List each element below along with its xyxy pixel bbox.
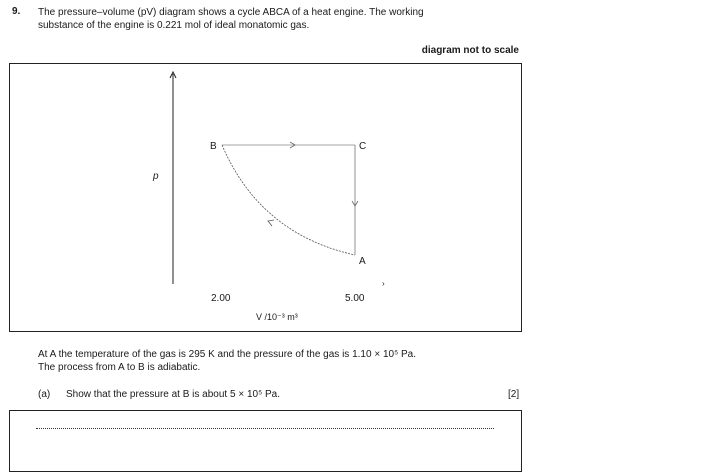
point-label-a: A: [359, 256, 366, 267]
x-tick-label-2: 5.00: [345, 293, 365, 304]
process-ab-arrow: [268, 220, 274, 226]
given-line-1: At A the temperature of the gas is 295 K and the pressure of the gas is 1.10 × 10⁵ Pa.: [38, 349, 416, 360]
part-a-text: Show that the pressure at B is about 5 × 10⁵ Pa.: [66, 389, 280, 400]
x-tick-label-1: 2.00: [211, 293, 231, 304]
x-axis-label: V /10⁻³ m³: [256, 312, 298, 322]
pv-diagram: [10, 64, 521, 331]
point-label-c: C: [359, 141, 367, 152]
point-label-b: B: [210, 141, 217, 152]
process-ab-curve: [222, 145, 355, 255]
answer-box[interactable]: [9, 410, 522, 472]
question-number: 9.: [12, 6, 21, 17]
given-line-2: The process from A to B is adiabatic.: [38, 362, 201, 373]
intro-line-2: substance of the engine is 0.221 mol of ideal monatomic gas.: [38, 20, 310, 31]
p-axis-label: p: [153, 171, 159, 182]
question-intro: [38, 6, 508, 32]
given-information: [38, 348, 416, 374]
intro-line-1: The pressure–volume (pV) diagram shows a cycle ABCA of a heat engine. The working: [38, 7, 424, 18]
stray-mark: ›: [382, 279, 385, 288]
answer-dotted-line[interactable]: [36, 428, 494, 429]
scale-note: diagram not to scale: [421, 45, 519, 56]
pv-diagram-box: [9, 63, 522, 332]
part-a-label: (a): [38, 389, 51, 400]
part-a-marks: [2]: [508, 389, 520, 400]
